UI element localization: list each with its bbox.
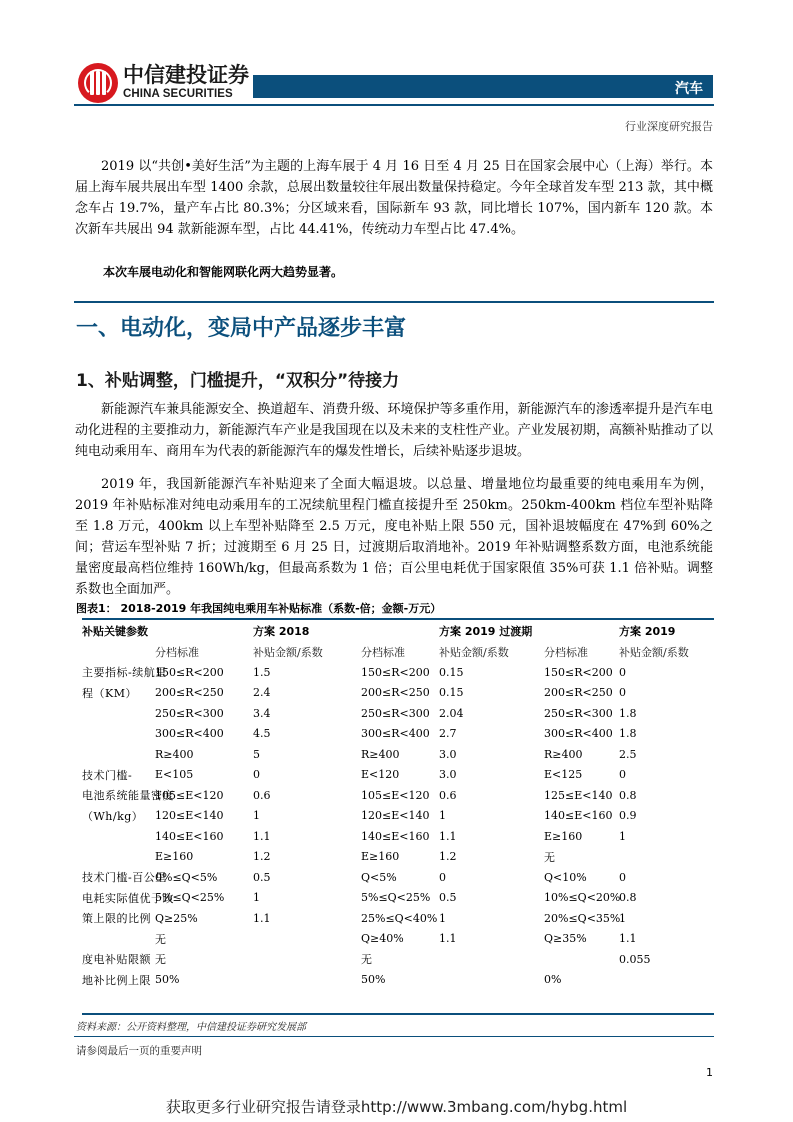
value-cell: [253, 929, 361, 950]
tier-cell: Q<5%: [361, 870, 397, 884]
tier-cell: R≥400: [361, 747, 400, 761]
param-cell: [82, 744, 155, 765]
tier-cell: 0%: [544, 973, 562, 987]
sub-header-tier: 分档标准: [155, 645, 199, 659]
sub-header-amount: 补贴金额/系数: [253, 645, 323, 659]
logo-english-name: CHINA SECURITIES: [123, 88, 233, 101]
value-cell: 2.4: [253, 686, 271, 700]
tier-cell: 无: [155, 953, 166, 967]
table-source: 资料来源：公开资料整理，中信建投证券研究发展部: [76, 1022, 306, 1033]
param-cell: 电池系统能量密度: [82, 789, 174, 803]
tier-cell: Q≥25%: [155, 911, 198, 925]
sector-label: 汽车: [675, 81, 703, 97]
param-cell: [82, 929, 155, 950]
value-cell: 0.6: [439, 788, 457, 802]
value-cell: 0.8: [619, 788, 637, 802]
table-row: [82, 867, 714, 888]
table-group-header-row: [82, 621, 714, 642]
tier-cell: 300≤R<400: [155, 727, 224, 741]
param-cell: [82, 847, 155, 868]
value-cell: 3.0: [439, 747, 457, 761]
tier-cell: 300≤R<400: [544, 727, 613, 741]
tier-cell: Q≥40%: [361, 932, 404, 946]
param-cell: 策上限的比例: [82, 912, 151, 926]
param-cell: 技术门槛-百公里: [82, 871, 167, 885]
value-cell: 1: [253, 891, 260, 905]
value-cell: 1.1: [439, 829, 457, 843]
sub-header-tier: 分档标准: [361, 645, 405, 659]
value-cell: 1.2: [253, 850, 271, 864]
tier-cell: Q<10%: [544, 870, 587, 884]
tier-cell: [544, 949, 619, 970]
section-heading: 一、电动化，变局中产品逐步丰富: [76, 316, 407, 341]
company-logo: [78, 60, 258, 106]
value-cell: 0: [619, 870, 627, 884]
table-row: [82, 765, 714, 786]
param-cell: 程（KM）: [82, 686, 137, 700]
param-cell: 电耗实际值优于政: [82, 891, 174, 905]
param-cell: 主要指标-续航里: [82, 666, 167, 680]
value-cell: 0: [619, 768, 627, 782]
tier-cell: 250≤R<300: [361, 706, 430, 720]
tier-cell: 50%: [361, 973, 386, 987]
sector-banner: [253, 75, 713, 98]
value-cell: 1.1: [619, 932, 637, 946]
table-row: [82, 806, 714, 827]
param-cell: [82, 724, 155, 745]
value-cell: 1: [439, 911, 447, 925]
value-cell: 1.1: [253, 911, 271, 925]
value-cell: 3.0: [439, 768, 457, 782]
table-top-rule: [82, 618, 714, 620]
sub-header-amount: 补贴金额/系数: [439, 645, 509, 659]
value-cell: 0.8: [619, 891, 637, 905]
tier-cell: E<125: [544, 768, 583, 782]
tier-cell: 25%≤Q<40%: [361, 911, 438, 925]
report-type-label: 行业深度研究报告: [625, 120, 713, 133]
value-cell: [619, 970, 714, 991]
tier-cell: 50%: [155, 973, 180, 987]
header-plan-2019: 方案 2019: [619, 625, 676, 639]
subsection-heading: 1、补贴调整，门槛提升，“双积分”待接力: [76, 371, 400, 391]
table-row: [82, 908, 714, 929]
figure-caption: 图表1： 2018-2019 年我国纯电乘用车补贴标准（系数-倍；金额-万元）: [76, 602, 442, 615]
tier-cell: 无: [544, 850, 556, 864]
value-cell: 1.8: [619, 706, 637, 720]
table-row: [82, 929, 714, 950]
value-cell: 0: [253, 768, 260, 782]
header-plan-2019-transition: 方案 2019 过渡期: [439, 625, 533, 639]
tier-cell: R≥400: [544, 747, 583, 761]
value-cell: [619, 847, 714, 868]
promo-watermark: 获取更多行业研究报告请登录http://www.3mbang.com/hybg.html: [165, 1098, 628, 1116]
subsidy-standards-table: [82, 621, 714, 990]
intro-paragraph: 2019 以“共创•美好生活”为主题的上海车展于 4 月 16 日至 4 月 25 日在国家会展中心（上海）举行。本届上海车展共展出车型 1400 余款，总展出数量较往年展出数量保持稳定。今年全球首发车型 213 款，其中概念车占 19.7%，量产车占比 80.3%；分区域来看，国际新车 93 款，同比增长 107%，国内新车 120 款。本次新车共展出 94 款新能源车型，占比 44.41%，传统动力车型占比 47.4%。: [75, 159, 713, 237]
header-plan-2018: 方案 2018: [253, 625, 310, 639]
tier-cell: 200≤R<250: [155, 686, 224, 700]
tier-cell: E≥160: [544, 829, 583, 843]
table-row: [82, 662, 714, 683]
value-cell: 0.5: [439, 891, 457, 905]
table-bottom-rule: [82, 1013, 714, 1015]
tier-cell: 150≤R<200: [155, 665, 224, 679]
table-row: [82, 703, 714, 724]
table-row: [82, 744, 714, 765]
value-cell: 0.9: [619, 809, 637, 823]
value-cell: 0: [619, 686, 627, 700]
header-key-params: 补贴关键参数: [82, 625, 148, 639]
section-divider: [74, 301, 714, 303]
tier-cell: 140≤E<160: [544, 809, 613, 823]
value-cell: 1: [253, 809, 260, 823]
tier-cell: 无: [361, 953, 372, 967]
table-row: [82, 970, 714, 991]
tier-cell: 120≤E<140: [155, 809, 224, 823]
tier-cell: 10%≤Q<20%: [544, 891, 621, 905]
value-cell: 2.04: [439, 706, 464, 720]
tier-cell: 20%≤Q<35%: [544, 911, 621, 925]
tier-cell: E≥160: [155, 850, 194, 864]
value-cell: 0.055: [619, 952, 651, 966]
value-cell: 4.5: [253, 727, 271, 741]
value-cell: 2.5: [619, 747, 637, 761]
value-cell: 2.7: [439, 727, 457, 741]
logo-chinese-name: 中信建投证券: [123, 63, 249, 88]
tier-cell: 200≤R<250: [544, 686, 613, 700]
value-cell: 1.1: [253, 829, 271, 843]
value-cell: 0.15: [439, 686, 464, 700]
tier-cell: 5%≤Q<25%: [155, 891, 225, 905]
value-cell: 1.2: [439, 850, 457, 864]
table-row: [82, 826, 714, 847]
citic-logo-icon: [78, 63, 118, 103]
value-cell: 1.8: [619, 727, 637, 741]
value-cell: 1: [619, 829, 627, 843]
value-cell: 1: [619, 911, 627, 925]
tier-cell: E≥160: [361, 850, 400, 864]
tier-cell: 0%≤Q<5%: [155, 870, 218, 884]
value-cell: [253, 970, 361, 991]
tier-cell: 140≤E<160: [155, 829, 224, 843]
tier-cell: 150≤R<200: [544, 665, 613, 679]
value-cell: [439, 949, 544, 970]
table-row: [82, 847, 714, 868]
value-cell: 5: [253, 747, 260, 761]
value-cell: [439, 970, 544, 991]
table-sub-header-row: [82, 642, 714, 663]
table-row: [82, 949, 714, 970]
key-takeaway: 本次车展电动化和智能网联化两大趋势显著。: [103, 265, 344, 279]
tier-cell: 120≤E<140: [361, 809, 430, 823]
param-cell: 度电补贴限额: [82, 953, 151, 967]
tier-cell: 140≤E<160: [361, 829, 430, 843]
table-row: [82, 888, 714, 909]
body-paragraph-1: 新能源汽车兼具能源安全、换道超车、消费升级、环境保护等多重作用，新能源汽车的渗透率提升是汽车电动化进程的主要推动力，新能源汽车产业是我国现在以及未来的支柱性产业。产业发展初期，高额补贴推动了以纯电动乘用车、商用车为代表的新能源汽车的爆发性增长，后续补贴逐步退坡。: [75, 402, 713, 459]
tier-cell: 105≤E<120: [155, 788, 224, 802]
tier-cell: R≥400: [155, 747, 194, 761]
tier-cell: 300≤R<400: [361, 727, 430, 741]
value-cell: 1.5: [253, 665, 271, 679]
value-cell: 1: [439, 809, 447, 823]
param-cell: 技术门槛-: [82, 768, 133, 782]
tier-cell: 125≤E<140: [544, 788, 613, 802]
param-cell: [82, 826, 155, 847]
tier-cell: 250≤R<300: [544, 706, 613, 720]
param-cell: 地补比例上限: [82, 973, 151, 987]
tier-cell: E<120: [361, 768, 400, 782]
value-cell: 3.4: [253, 706, 271, 720]
tier-cell: 105≤E<120: [361, 788, 430, 802]
value-cell: 0.15: [439, 665, 464, 679]
sub-header-amount: 补贴金额/系数: [619, 645, 689, 659]
tier-cell: 150≤R<200: [361, 665, 430, 679]
footer-divider: [74, 1036, 714, 1037]
value-cell: 0: [619, 665, 627, 679]
value-cell: 0.5: [253, 870, 271, 884]
body-paragraph-2: 2019 年，我国新能源汽车补贴迎来了全面大幅退坡。以总量、增量地位均最重要的纯电乘用车为例，2019 年补贴标准对纯电动乘用车的工况续航里程门槛直接提升至 250km。250km-400km 档位车型补贴降至 1.8 万元，400km 以上车型补贴降至 2.5 万元，度电补贴上限 550 元，国补退坡幅度在 47%到 60%之间；营运车型补贴 7 折；过渡期至 6 月 25 日，过渡期后取消地补。2019 年补贴调整系数方面，电池系统能量密度最高档位维持 160Wh/kg，但最高系数为 1 倍；百公里电耗优于国家限值 35%可获 1.1 倍补贴。调整系数也全面加严。: [75, 477, 713, 597]
tier-cell: 200≤R<250: [361, 686, 430, 700]
tier-cell: 5%≤Q<25%: [361, 891, 431, 905]
value-cell: 1.1: [439, 932, 457, 946]
tier-cell: 250≤R<300: [155, 706, 224, 720]
tier-cell: Q≥35%: [544, 932, 587, 946]
table-row: [82, 724, 714, 745]
tier-cell: 无: [155, 932, 166, 946]
value-cell: [253, 949, 361, 970]
table-row: [82, 785, 714, 806]
tier-cell: E<105: [155, 768, 194, 782]
header-divider: [74, 104, 714, 106]
value-cell: 0: [439, 870, 447, 884]
sub-header-blank: [82, 642, 155, 663]
value-cell: 0.6: [253, 788, 271, 802]
page-number: 1: [706, 1066, 713, 1079]
param-cell: （Wh/kg）: [82, 809, 144, 823]
table-row: [82, 683, 714, 704]
param-cell: [82, 703, 155, 724]
sub-header-tier: 分档标准: [544, 645, 589, 659]
disclaimer-link: 请参阅最后一页的重要声明: [76, 1045, 202, 1057]
